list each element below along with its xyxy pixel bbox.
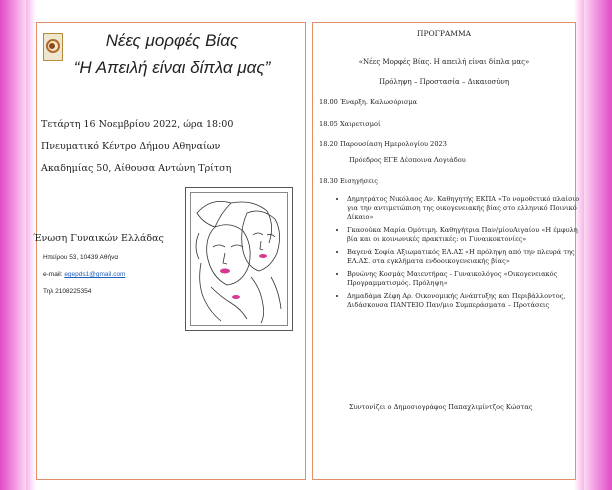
schedule-item: 18.05 Χαιρετισμοί (319, 120, 381, 128)
event-venue: Πνευματικό Κέντρο Δήμου Αθηναίων (41, 141, 221, 152)
organization-phone: Τηλ 2108225354 (43, 288, 92, 295)
speaker-item: • Δημαδάμα Ζέφη Αρ. Οικονομικής Ανάπτυξης και Περιβάλλοντος, Διδάσκουσα ΠΑΝΤΕΙΟ Παν/μιο Συμπεράσματα – Προτάσεις (347, 292, 583, 310)
left-pink-fade (26, 0, 36, 490)
organization-street: Ηπείρου 53, 10439 Αθήνα (43, 254, 119, 261)
speaker-item: • Γκασούκα Μαρία Ομότιμη. Καθηγήτρια Παν/μίουΑιγαίου «Η έμφυλη βία και οι κοινωνικές πρακτικές: οι Γυναικοκτονίες» (347, 226, 583, 244)
invitation-panel (33, 22, 306, 480)
program-heading: ΠΡΟΓΡΑΜΜΑ (416, 29, 472, 38)
email-label: e-mail: (43, 271, 65, 278)
schedule-presenter: Πρόεδρος ΕΓΕ Δέσποινα Λογιάδου (349, 156, 466, 164)
program-tagline: Πρόληψη – Προστασία – Δικαιοσύνη (378, 78, 510, 86)
speakers-list (335, 195, 583, 314)
event-subtitle: “Η Απειλή είναι δίπλα μας” (73, 58, 271, 77)
right-pink-border (584, 0, 612, 490)
artwork-inner-frame (190, 192, 288, 326)
speaker-item: • Δημητράτος Νικόλαος Αν. Καθηγητής ΕΚΠΑ «Το νομοθετικό πλαίσιο για την αντιμετώπιση της οικογενειακής βίας στο ελληνικό Ποινικό Δίκαιο» (347, 195, 583, 222)
event-address: Ακαδημίας 50, Αίθουσα Αντώνη Τρίτση (41, 163, 232, 174)
schedule-item: 18.20 Παρουσίαση Ημερολογίου 2023 (319, 140, 447, 148)
left-pink-border (0, 0, 26, 490)
speaker-item: • Βαγενά Σοφία Αξιωματικός ΕΛ.ΑΣ «Η πρόληψη από την πλευρά της ΕΛ.ΑΣ. στα εγκλήματα ενδοοικογενειακής βίας» (347, 248, 583, 266)
program-subtitle: «Νέες Μορφές Βίας. Η απειλή είναι δίπλα μας» (358, 58, 530, 66)
organization-email-line (43, 271, 125, 278)
artwork-illustration (185, 187, 293, 331)
schedule-item: 18.30 Εισηγήσεις (319, 177, 378, 185)
email-link[interactable]: egepds1@gmail.com (64, 271, 126, 278)
organization-name: Ένωση Γυναικών Ελλάδας (33, 233, 164, 244)
schedule-item: 18.00 Έναρξη. Καλωσόρισμα (319, 98, 418, 106)
speaker-item: • Βρυώνης Κοσμάς Μαιευτήρας - Γυναικολόγος «Οικογενειακός Προγραμματισμός. Πρόληψη» (347, 270, 583, 288)
event-date: Τετάρτη 16 Νοεμβρίου 2022, ώρα 18:00 (41, 119, 234, 130)
event-title: Νέες μορφές Βίας (105, 31, 239, 50)
faces-illustration-icon (191, 193, 287, 325)
moderator-line: Συντονίζει ο Δημοσιογράφος Παπαχλιμίντζος Κώστας (349, 403, 533, 411)
program-panel (312, 22, 580, 480)
